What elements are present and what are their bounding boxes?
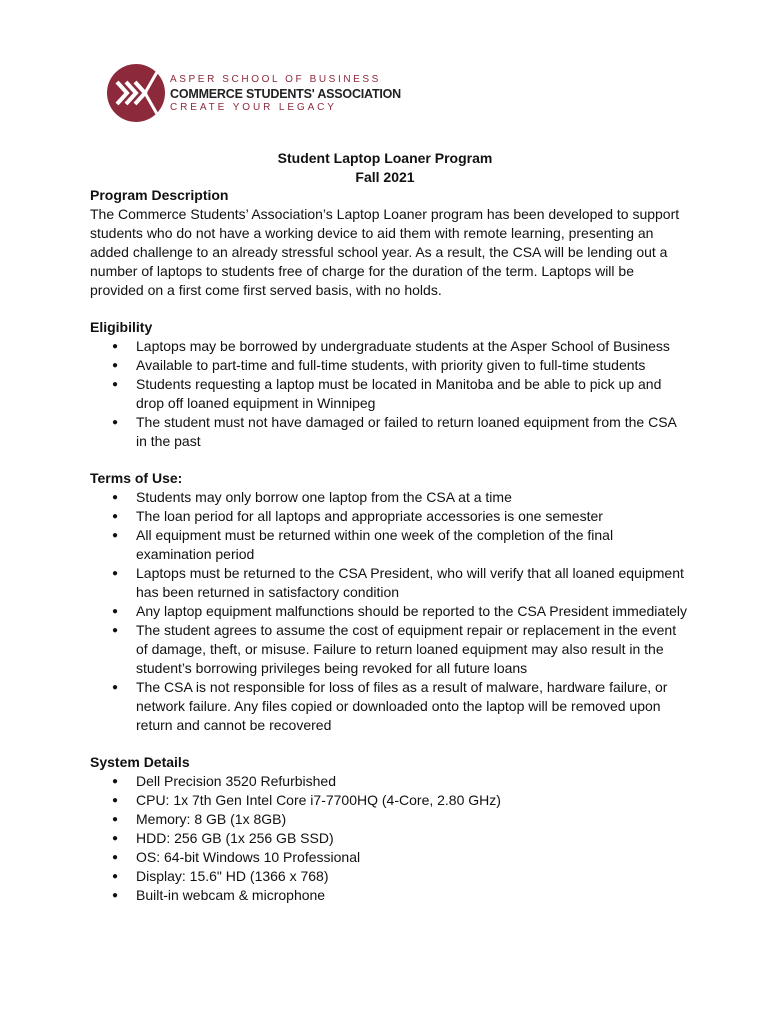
title-line: Student Laptop Loaner Program bbox=[277, 150, 493, 166]
list-item: ● HDD: 256 GB (1x 256 GB SSD) bbox=[136, 829, 690, 848]
document-body bbox=[90, 186, 690, 923]
csa-chevron-logo-icon bbox=[105, 62, 167, 124]
list-item: ● The student must not have damaged or failed to return loaned equipment from the CSA in the past bbox=[136, 413, 690, 451]
list-item: ● Laptops may be borrowed by undergraduate students at the Asper School of Business bbox=[136, 337, 690, 356]
csa-logo bbox=[105, 62, 405, 128]
list-item: ● Any laptop equipment malfunctions should be reported to the CSA President immediately bbox=[136, 602, 690, 621]
eligibility-section bbox=[90, 318, 690, 451]
terms-heading: Terms of Use: bbox=[90, 470, 183, 486]
list-item: ● OS: 64-bit Windows 10 Professional bbox=[136, 848, 690, 867]
list-item: ● All equipment must be returned within one week of the completion of the final examination period bbox=[136, 526, 690, 564]
logo-tagline: CREATE YOUR LEGACY bbox=[170, 102, 337, 113]
eligibility-list bbox=[90, 337, 690, 451]
list-item: ● Memory: 8 GB (1x 8GB) bbox=[136, 810, 690, 829]
logo-association-name: COMMERCE STUDENTS' ASSOCIATION bbox=[170, 87, 402, 101]
list-item: ● Students may only borrow one laptop from the CSA at a time bbox=[136, 488, 690, 507]
program-description-heading: Program Description bbox=[90, 187, 229, 203]
list-item: ● Laptops must be returned to the CSA President, who will verify that all loaned equipment has been returned in satisfactory condition bbox=[136, 564, 690, 602]
list-item: ● The loan period for all laptops and appropriate accessories is one semester bbox=[136, 507, 690, 526]
terms-list bbox=[90, 488, 690, 735]
program-description-section bbox=[90, 186, 690, 300]
list-item: ● CPU: 1x 7th Gen Intel Core i7-7700HQ (4-Core, 2.80 GHz) bbox=[136, 791, 690, 810]
terms-section bbox=[90, 469, 690, 735]
eligibility-heading: Eligibility bbox=[90, 319, 153, 335]
list-item: ● Display: 15.6" HD (1366 x 768) bbox=[136, 867, 690, 886]
program-description-text: The Commerce Students’ Association’s Laptop Loaner program has been developed to support students who do not have a working device to aid them with remote learning, presenting an added challenge to an already stressful school year. As a result, the CSA will be lending out a number of laptops to students free of charge for the duration of the term. Laptops will be provided on a first come first served basis, with no holds. bbox=[90, 206, 680, 298]
list-item: ● Dell Precision 3520 Refurbished bbox=[136, 772, 690, 791]
logo-school-name: ASPER SCHOOL OF BUSINESS bbox=[170, 74, 381, 85]
document-title bbox=[0, 149, 770, 187]
title-term: Fall 2021 bbox=[355, 169, 415, 185]
system-details-list bbox=[90, 772, 690, 905]
list-item: ● Available to part-time and full-time students, with priority given to full-time students bbox=[136, 356, 690, 375]
system-details-heading: System Details bbox=[90, 754, 190, 770]
list-item: ● The student agrees to assume the cost of equipment repair or replacement in the event of damage, theft, or misuse. Failure to return loaned equipment may also result in the student’s borrowing privileges being revoked for all future loans bbox=[136, 621, 690, 678]
list-item: ● Built-in webcam & microphone bbox=[136, 886, 690, 905]
list-item: ● Students requesting a laptop must be located in Manitoba and be able to pick up and drop off loaned equipment in Winnipeg bbox=[136, 375, 690, 413]
list-item: ● The CSA is not responsible for loss of files as a result of malware, hardware failure, or network failure. Any files copied or downloaded onto the laptop will be removed upon return and cannot be recovered bbox=[136, 678, 690, 735]
system-details-section bbox=[90, 753, 690, 905]
